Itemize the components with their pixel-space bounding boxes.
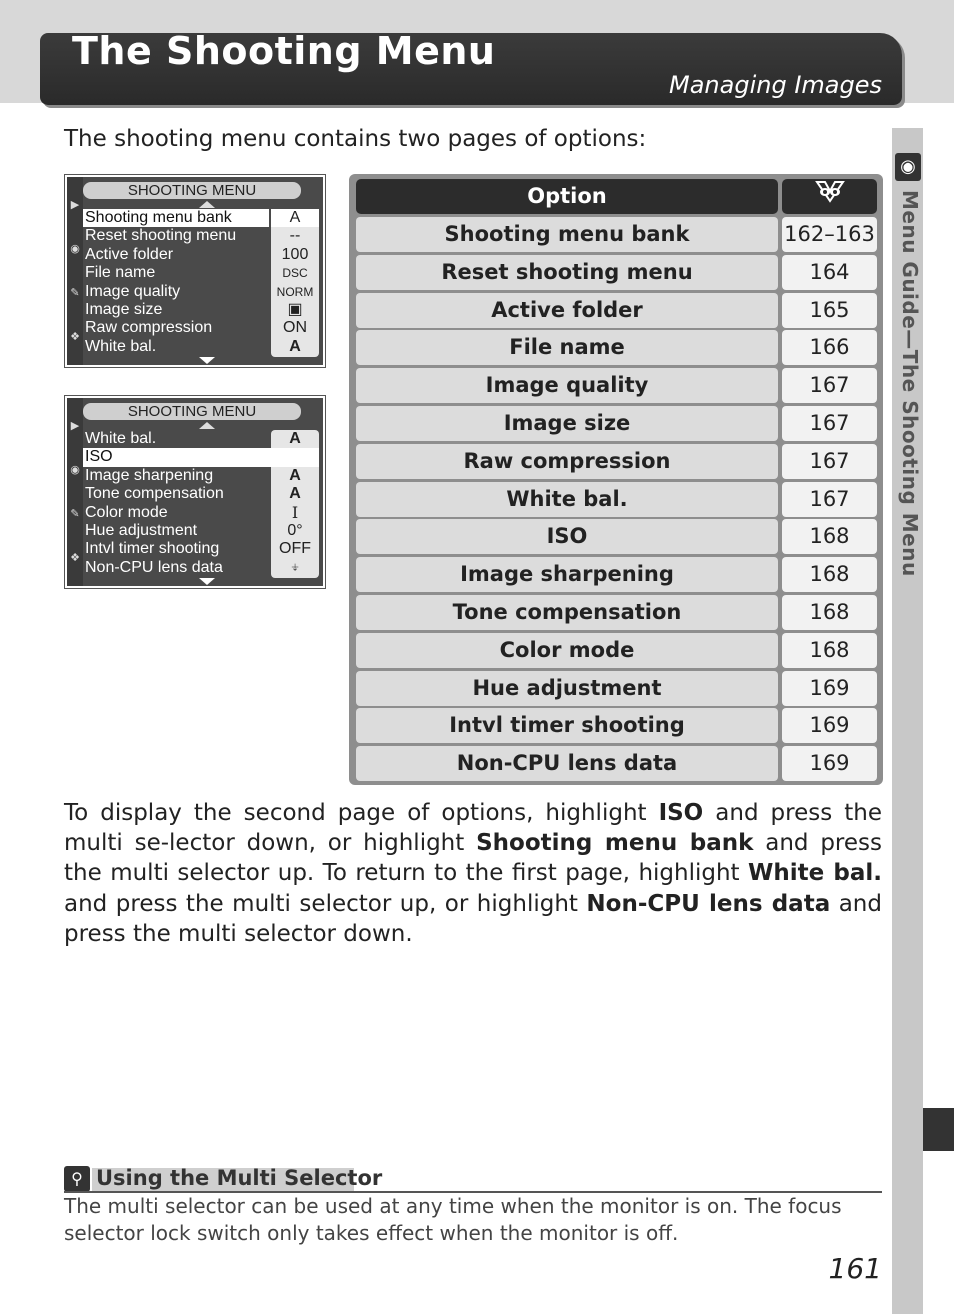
menu-heading: SHOOTING MENU [83,403,301,420]
para-text: and press the multi se-lector down, or highlight [64,800,882,857]
shooting-menu-page2 [64,395,326,589]
menu-item-label: Image quality [85,282,181,300]
menu-list [83,430,319,577]
page-reference-icon-svg [815,179,845,203]
menu-item-label: Hue adjustment [85,521,198,539]
table-row [356,557,877,592]
pencil-icon: ✎ [70,286,80,299]
menu-item[interactable] [83,467,319,485]
table-row [356,444,877,479]
side-tab-marker [923,1108,954,1151]
table-row [356,519,877,554]
menu-item[interactable] [83,485,319,503]
menu-item-label: Non-CPU lens data [85,558,223,576]
playback-icon: ▶ [70,198,80,211]
table-page: 167 [782,482,877,517]
section-subtitle: Managing Images [669,71,882,99]
scroll-up-icon [199,201,215,208]
camera-icon: ◉ [895,153,921,181]
instruction-paragraph [64,798,882,949]
magnifier-icon: ⚲ [64,1166,90,1192]
menu-value: NORM [276,284,314,299]
menu-list [83,209,319,356]
menu-item-label: ISO [85,448,113,466]
tip-title: Using the Multi Selector [96,1166,383,1190]
table-option: Raw compression [356,444,778,479]
table-option: Image size [356,406,778,441]
table-row [356,255,877,290]
menu-item[interactable] [83,246,319,264]
table-page: 168 [782,557,877,592]
table-row [356,482,877,517]
menu-item[interactable] [83,319,319,337]
table-row [356,293,877,328]
page-reference-icon [782,179,877,214]
para-text: and press the multi selector up. To return to the first page, highlight [64,830,882,887]
table-row [356,746,877,781]
menu-item[interactable] [83,559,319,577]
menu-value: DSC [282,266,308,281]
menu-value: A [289,337,301,355]
wrench-icon: ❖ [70,330,80,343]
menu-item[interactable] [83,448,319,466]
menu-item-label: Image size [85,300,163,318]
menu-item-label: Tone compensation [85,485,224,503]
menu-item[interactable] [83,504,319,522]
table-page: 167 [782,368,877,403]
menu-item-label: Intvl timer shooting [85,540,220,558]
shooting-icon: ◉ [70,242,80,255]
page-title: The Shooting Menu [72,29,496,73]
menu-item-label: Color mode [85,503,168,521]
menu-value: I [291,502,299,522]
para-bold: Non-CPU lens data [586,890,831,917]
scroll-up-icon [199,422,215,429]
intro-text: The shooting menu contains two pages of options: [64,126,647,152]
para-bold: White bal. [748,860,882,887]
table-option: Active folder [356,293,778,328]
table-option: Color mode [356,633,778,668]
menu-item[interactable] [83,209,269,227]
pencil-icon: ✎ [70,507,80,520]
menu-item-label: Shooting menu bank [85,209,232,226]
menu-icon-column [67,398,83,586]
table-page: 168 [782,595,877,630]
table-option: Image quality [356,368,778,403]
shooting-menu-page1 [64,174,326,368]
scroll-down-icon [199,578,215,585]
menu-value: A [289,430,301,447]
table-option: ISO [356,519,778,554]
table-row [356,406,877,441]
menu-item[interactable] [83,522,319,540]
table-page: 169 [782,708,877,743]
menu-item[interactable] [83,227,319,245]
table-option: Hue adjustment [356,671,778,706]
table-row [356,671,877,706]
table-option: White bal. [356,482,778,517]
table-option: Tone compensation [356,595,778,630]
table-row [356,368,877,403]
menu-icon-column [67,177,83,365]
menu-item-label: White bal. [85,337,157,355]
wrench-icon: ❖ [70,551,80,564]
menu-item[interactable] [83,283,319,301]
para-bold: ISO [658,800,704,826]
menu-value: ON [283,319,307,337]
table-option: Intvl timer shooting [356,708,778,743]
menu-item[interactable] [83,430,319,448]
menu-item-label: Active folder [85,245,174,263]
table-option: Non-CPU lens data [356,746,778,781]
page-number: 161 [828,1252,882,1285]
table-page: 169 [782,746,877,781]
playback-icon: ▶ [70,419,80,432]
table-page: 167 [782,406,877,441]
menu-item-label: Raw compression [85,319,213,337]
menu-item[interactable] [83,338,319,356]
table-page: 169 [782,671,877,706]
menu-item[interactable] [83,264,319,282]
table-page: 165 [782,293,877,328]
table-page: 164 [782,255,877,290]
menu-value: A [271,209,319,227]
menu-value: A [289,485,301,503]
table-page: 166 [782,330,877,365]
menu-screen [67,398,323,586]
lens-data-icon: ⍖ [290,558,300,576]
para-bold: Shooting menu bank [476,830,754,857]
table-option: Shooting menu bank [356,217,778,252]
menu-item-label: Image sharpening [85,466,214,484]
menu-item-label: White bal. [85,430,157,447]
menu-item[interactable] [83,301,319,319]
menu-value: A [289,466,301,484]
table-row [356,633,877,668]
shooting-icon: ◉ [70,463,80,476]
table-page: 167 [782,444,877,479]
image-size-icon: ▣ [287,300,303,318]
table-header-option: Option [356,179,778,214]
table-row [356,595,877,630]
table-option: Reset shooting menu [356,255,778,290]
menu-value: OFF [279,540,311,558]
table-option: File name [356,330,778,365]
table-row [356,708,877,743]
table-page: 168 [782,633,877,668]
menu-value: -- [289,227,301,245]
tip-body: The multi selector can be used at any time when the monitor is on. The focus selector lock switch only takes effect when the monitor is off. [64,1194,842,1245]
menu-value: 100 [281,245,309,263]
table-option: Image sharpening [356,557,778,592]
table-page: 168 [782,519,877,554]
menu-item-label: File name [85,264,156,282]
side-section-label: Menu Guide—The Shooting Menu [898,190,922,577]
table-page: 162–163 [782,217,877,252]
table-row [356,217,877,252]
menu-screen [67,177,323,365]
menu-heading: SHOOTING MENU [83,182,301,199]
para-text: To display the second page of options, highlight [64,800,659,826]
para-text: and press the multi selector down. [64,890,882,947]
menu-item-label: Reset shooting menu [85,227,237,245]
para-text: and press the multi selector up, or highlight [64,890,587,917]
menu-value: 0° [287,521,303,539]
scroll-down-icon [199,357,215,364]
table-row [356,330,877,365]
menu-item[interactable] [83,540,319,558]
